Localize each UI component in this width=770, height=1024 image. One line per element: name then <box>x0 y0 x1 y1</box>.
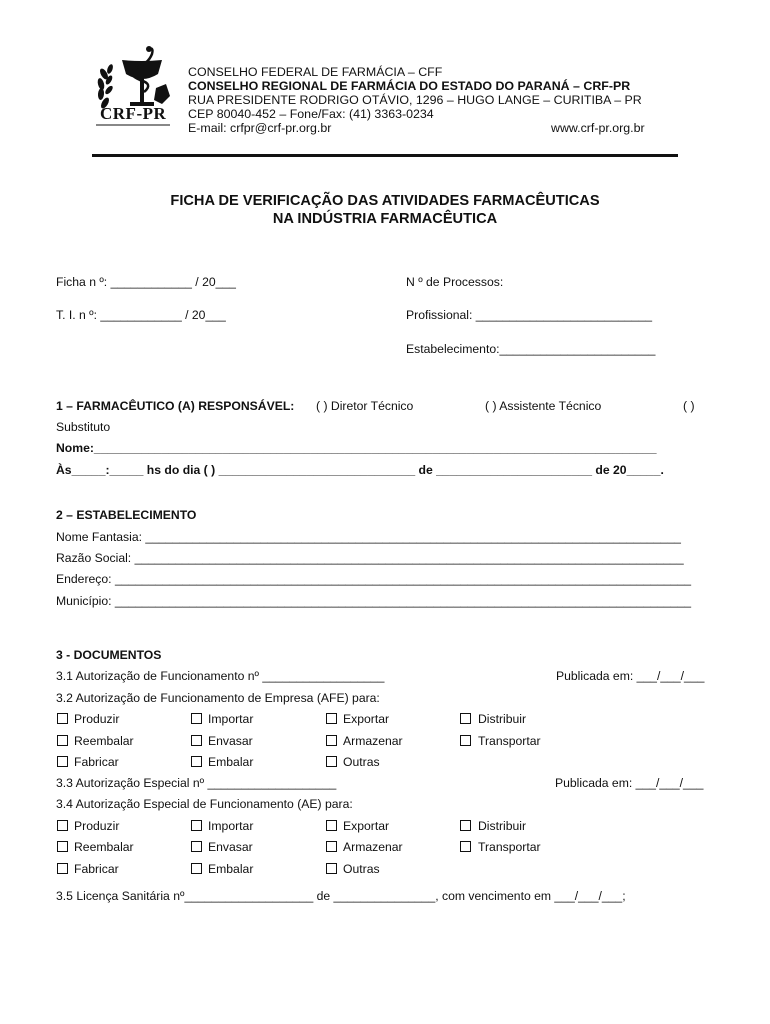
form-title-line2: NA INDÚSTRIA FARMACÊUTICA <box>272 211 498 227</box>
ficha-number: Ficha n º: ____________ / 20___ <box>56 275 236 289</box>
ae-embalar-checkbox[interactable] <box>191 863 202 874</box>
header-email: E-mail: crfpr@crf-pr.org.br <box>188 121 332 135</box>
afe-reembalar-checkbox[interactable] <box>57 735 68 746</box>
item-3-3-publicada: Publicada em: ___/___/___ <box>555 776 704 790</box>
afe-produzir-checkbox[interactable] <box>57 713 68 724</box>
afe-outras-checkbox[interactable] <box>326 756 337 767</box>
item-3-2: 3.2 Autorização de Funcionamento de Empresa (AFE) para: <box>56 691 380 705</box>
afe-outras-label: Outras <box>343 755 380 769</box>
afe-fabricar-label: Fabricar <box>74 755 119 769</box>
ae-distribuir-label: Distribuir <box>478 819 527 833</box>
ae-outras-checkbox[interactable] <box>326 863 337 874</box>
option-substituto-label: Substituto <box>56 420 111 434</box>
section3-heading: 3 - DOCUMENTOS <box>56 648 162 662</box>
header-cff: CONSELHO FEDERAL DE FARMÁCIA – CFF <box>188 65 443 79</box>
ae-transportar-label: Transportar <box>478 840 541 854</box>
municipio-field: Município: _____________________________________________________________________________________ <box>56 594 692 608</box>
endereco-field: Endereço: _____________________________________________________________________________________ <box>56 572 692 586</box>
razao-social-field: Razão Social: _________________________________________________________________________________ <box>56 551 684 565</box>
afe-envasar-label: Envasar <box>208 734 253 748</box>
header-website: www.crf-pr.org.br <box>551 121 645 135</box>
profissional-field: Profissional: __________________________ <box>406 308 652 322</box>
nome-field: Nome:___________________________________________________________________________________ <box>56 441 657 455</box>
ae-fabricar-checkbox[interactable] <box>57 863 68 874</box>
afe-distribuir-checkbox[interactable] <box>460 713 471 724</box>
ae-armazenar-checkbox[interactable] <box>326 841 337 852</box>
section1-heading: 1 – FARMACÊUTICO (A) RESPONSÁVEL: <box>56 399 295 413</box>
ae-envasar-label: Envasar <box>208 840 253 854</box>
ae-reembalar-checkbox[interactable] <box>57 841 68 852</box>
afe-transportar-checkbox[interactable] <box>460 735 471 746</box>
ae-fabricar-label: Fabricar <box>74 862 119 876</box>
ae-importar-checkbox[interactable] <box>191 820 202 831</box>
section2-heading: 2 – ESTABELECIMENTO <box>56 508 197 522</box>
afe-transportar-label: Transportar <box>478 734 541 748</box>
afe-importar-checkbox[interactable] <box>191 713 202 724</box>
item-3-3: 3.3 Autorização Especial nº ___________________ <box>56 776 337 790</box>
processos-label: N º de Processos: <box>406 275 504 289</box>
afe-embalar-label: Embalar <box>208 755 254 769</box>
afe-reembalar-label: Reembalar <box>74 734 134 748</box>
ae-transportar-checkbox[interactable] <box>460 841 471 852</box>
estabelecimento-field: Estabelecimento:_______________________ <box>406 342 656 356</box>
header-divider <box>92 154 678 157</box>
afe-armazenar-checkbox[interactable] <box>326 735 337 746</box>
afe-embalar-checkbox[interactable] <box>191 756 202 767</box>
afe-envasar-checkbox[interactable] <box>191 735 202 746</box>
afe-fabricar-checkbox[interactable] <box>57 756 68 767</box>
afe-exportar-checkbox[interactable] <box>326 713 337 724</box>
option-assistente-tecnico: ( ) Assistente Técnico <box>485 399 602 413</box>
ae-importar-label: Importar <box>208 819 254 833</box>
ae-produzir-checkbox[interactable] <box>57 820 68 831</box>
item-3-1: 3.1 Autorização de Funcionamento nº __________________ <box>56 669 385 683</box>
ae-embalar-label: Embalar <box>208 862 254 876</box>
ae-produzir-label: Produzir <box>74 819 120 833</box>
afe-armazenar-label: Armazenar <box>343 734 403 748</box>
ae-exportar-label: Exportar <box>343 819 390 833</box>
ae-distribuir-checkbox[interactable] <box>460 820 471 831</box>
item-3-5: 3.5 Licença Sanitária nº___________________ de _______________, com vencimento em ___/___/___; <box>56 889 626 903</box>
afe-exportar-label: Exportar <box>343 712 390 726</box>
afe-importar-label: Importar <box>208 712 254 726</box>
afe-distribuir-label: Distribuir <box>478 712 527 726</box>
date-time-line: Às_____:_____ hs do dia ( ) _____________________________ de _______________________ de 20_____. <box>56 463 664 477</box>
option-substituto-paren: ( ) <box>683 399 695 413</box>
ae-armazenar-label: Armazenar <box>343 840 403 854</box>
header-address: RUA PRESIDENTE RODRIGO OTÁVIO, 1296 – HUGO LANGE – CURITIBA – PR <box>188 93 642 107</box>
nome-fantasia-field: Nome Fantasia: _______________________________________________________________________________ <box>56 530 681 544</box>
form-title-line1: FICHA DE VERIFICAÇÃO DAS ATIVIDADES FARMACÊUTICAS <box>170 193 600 209</box>
afe-produzir-label: Produzir <box>74 712 120 726</box>
ae-exportar-checkbox[interactable] <box>326 820 337 831</box>
item-3-4: 3.4 Autorização Especial de Funcionamento (AE) para: <box>56 797 353 811</box>
header-cep-phone: CEP 80040-452 – Fone/Fax: (41) 3363-0234 <box>188 107 434 121</box>
ti-number: T. I. n º: ____________ / 20___ <box>56 308 226 322</box>
ae-envasar-checkbox[interactable] <box>191 841 202 852</box>
logo-text: CRF-PR <box>100 104 167 123</box>
ae-outras-label: Outras <box>343 862 380 876</box>
ae-reembalar-label: Reembalar <box>74 840 134 854</box>
item-3-1-publicada: Publicada em: ___/___/___ <box>556 669 705 683</box>
option-diretor-tecnico: ( ) Diretor Técnico <box>316 399 414 413</box>
header-crf: CONSELHO REGIONAL DE FARMÁCIA DO ESTADO DO PARANÁ – CRF-PR <box>188 79 631 93</box>
